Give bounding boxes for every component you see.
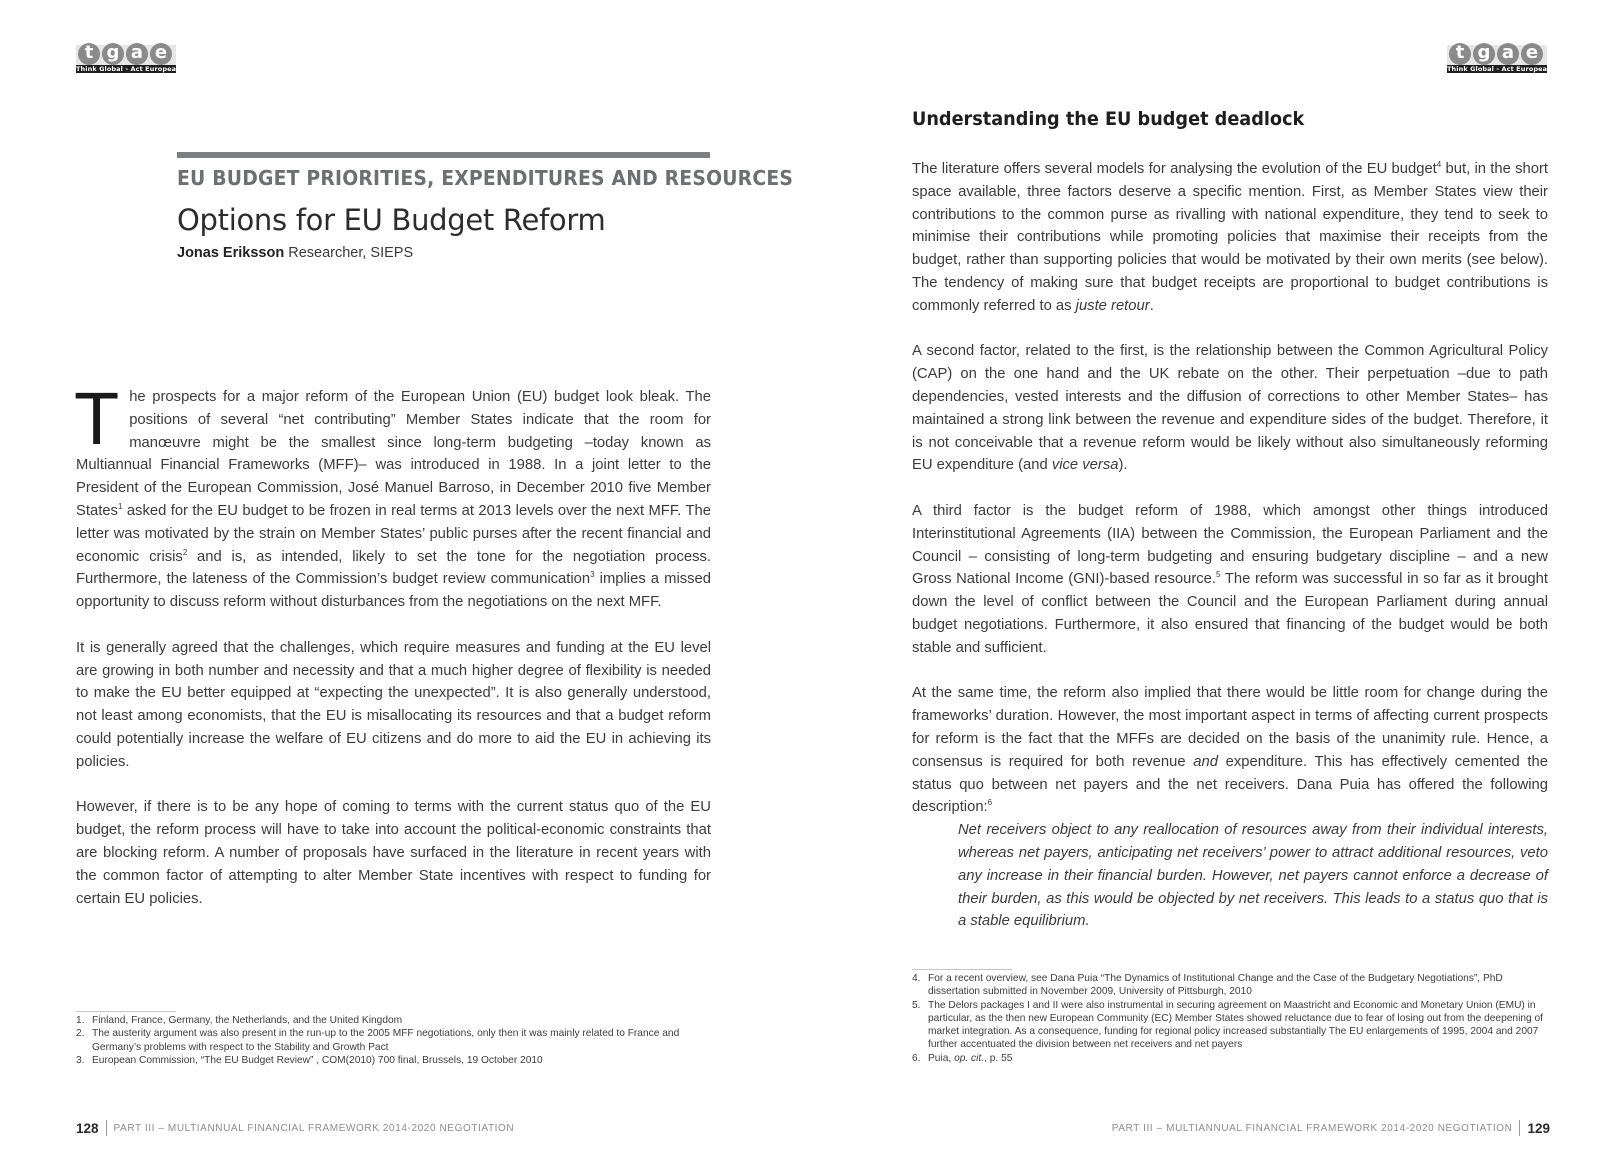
paragraph: [912, 158, 1548, 318]
logo-letter: t: [1449, 43, 1471, 65]
paragraph: [912, 500, 1548, 660]
logo-letter: e: [1521, 43, 1543, 65]
footnote-number: 4.: [912, 973, 921, 984]
section-rule: [177, 152, 710, 158]
footnote-ref[interactable]: 4: [1436, 160, 1442, 170]
folio-right: [1112, 1120, 1550, 1136]
footnote: [912, 999, 1549, 1052]
text-run: he prospects for a major reform of the European Union (EU) budget look bleak. The positions of several “net contributing” Member States indicate that the room for manœuvre might be the smallest since long-term budgeting –today known as Multiannual Financial Frameworks (MFF)– was introduced in 1988. In a joint letter to the President of the European Commission, José Manuel Barroso, in December 2010 five Member States: [76, 389, 711, 519]
page-number: 129: [1527, 1120, 1550, 1136]
section-title: Understanding the EU budget deadlock: [912, 108, 1305, 130]
italic-term: vice versa: [1051, 457, 1119, 474]
text-run: but, in the short space available, three factors deserve a specific mention. First, as Member States view their contributions to the common purse as rivalling with national expenditure, they tend to seek to minimise their contributions while promoting policies that maximise their receipts from the budget, rather than supporting policies that would be motivated by their own merits (see below). The tendency of making sure that budget receipts are proportional to budget contributions is commonly referred to as: [912, 161, 1548, 314]
footnote: [76, 1027, 712, 1054]
text-run: The literature offers several models for analysing the evolution of the EU budget: [912, 161, 1437, 177]
running-title: PART III – MULTIANNUAL FINANCIAL FRAMEWORK 2014-2020 NEGOTIATION: [1111, 1122, 1513, 1134]
logo-letter: g: [1473, 43, 1495, 65]
footnotes-right: [912, 972, 1549, 1065]
paragraph: [74, 377, 711, 614]
footnote-ref[interactable]: 1: [117, 502, 123, 512]
running-title: PART III – MULTIANNUAL FINANCIAL FRAMEWORK 2014-2020 NEGOTIATION: [113, 1122, 515, 1134]
footnotes-left: [76, 1014, 712, 1067]
footnote-divider: [912, 969, 1012, 970]
paragraph: [912, 340, 1548, 477]
footnote-text: Finland, France, Germany, the Netherlands, and the United Kingdom: [92, 1015, 403, 1026]
block-quote: Net receivers object to any reallocation of resources away from their individual interests, whereas net payers, anticipating net receivers’ power to attract additional resources, veto any increase in their financial burden. However, net payers cannot enforce a decrease of their burden, as this would be objected by net receivers. This leads to a status quo that is a stable equilibrium.: [958, 822, 1548, 930]
tgae-logo-left: [76, 42, 181, 75]
author-role: Researcher, SIEPS: [288, 245, 414, 261]
footnote-ref[interactable]: 3: [590, 570, 595, 580]
logo-circles: [1447, 42, 1547, 65]
footnote: [76, 1054, 712, 1067]
folio-divider: [1519, 1120, 1520, 1136]
footnote-text: The austerity argument was also present in the run-up to the 2005 MFF negotiations, only then it was mainly related to France and Germany’s problems with respect to the Stability and Growth Pact: [92, 1028, 680, 1053]
footnote-text: [928, 1052, 1549, 1065]
text-run: At the same time, the reform also implied that there would be little room for change during the frameworks’ duration. However, the most important aspect in terms of affecting current prospects for reform is the fact that the MFFs are decided on the basis of the unanimity rule. Hence, a consensus is required for both revenue: [912, 685, 1548, 770]
logo-letter: a: [1497, 43, 1519, 65]
logo-letter: t: [78, 43, 100, 65]
paragraph: However, if there is to be any hope of coming to terms with the current status quo of the EU budget, the reform process will have to take into account the political-economic constraints that are blocking reform. A number of proposals have surfaced in the literature in recent years with the common factor of attempting to alter Member State incentives with respect to funding for certain EU policies.: [76, 799, 711, 907]
paragraph: It is generally agreed that the challenges, which require measures and funding at the EU level are growing in both number and necessity and that a much higher degree of flexibility is needed to make the EU better equipped at “expecting the unexpected”. It is also generally understood, not least among economists, that the EU is misallocating its resources and that a budget reform could potentially increase the welfare of EU citizens and do more to aid the EU in achieving its policies.: [76, 639, 711, 770]
text-run: implies a missed opportunity to discuss reform without disturbances from the negotiations on the next MFF.: [76, 571, 711, 611]
text-run: Puia,: [928, 1052, 955, 1064]
italic-term: and: [1193, 753, 1218, 770]
drop-cap: T: [74, 377, 120, 460]
footnote-text: The Delors packages I and II were also instrumental in securing agreement on Maastricht and Economic and Monetary Union (EMU) in particular, as the then new European Community (EC) Member States showed reluctance due to fear of losing out from the deepening of market integration. As a consequence, funding for regional policy increased substantially The EU enlargements of 1995, 2004 and 2007 further accentuated the division between net receivers and net payers: [928, 999, 1543, 1051]
text-run: The reform was successful in so far as it brought down the level of conflict between the Council and the European Parliament during annual budget negotiations. Furthermore, it also ensured that financing of the budget would be both stable and sufficient.: [912, 571, 1548, 656]
text-run: asked for the EU budget to be frozen in real terms at 2013 levels over the next MFF. The letter was motivated by the strain on Member States’ public purses after the recent financial and economic crisis: [76, 502, 711, 565]
footnote: [912, 1052, 1549, 1065]
folio-left: [76, 1120, 514, 1136]
logo-tagline: Think Global - Act European: [76, 65, 181, 73]
paragraph: [912, 682, 1548, 819]
footnote-ref[interactable]: 5: [1215, 570, 1221, 580]
footnote-number: 3.: [76, 1054, 85, 1066]
author-name: Jonas Eriksson: [177, 245, 285, 261]
footnote-number: 2.: [76, 1028, 85, 1040]
footnote-number: 5.: [912, 999, 921, 1011]
footnote-divider: [76, 1011, 176, 1012]
footnote: [76, 1014, 712, 1027]
logo-letter: e: [150, 43, 172, 65]
left-body-column: [74, 377, 711, 933]
logo-circles: [76, 42, 176, 65]
footnote-text: For a recent overview, see Dana Puia “The Dynamics of Institutional Change and the Case of the Budgetary Negotiations”, PhD dissertation submitted in November 2009, University of Pittsburgh, 2010: [928, 973, 1503, 998]
text-run: .: [1149, 297, 1154, 314]
byline: [177, 245, 413, 261]
text-run: A third factor is the budget reform of 1988, which amongst other things introduced Interinstitutional Agreements (IIA) between the Commission, the European Parliament and the Council – consisting of long-term budgeting and ensuring budgetary discipline – and a new Gross National Income (GNI)-based resource.: [912, 502, 1548, 588]
text-run: A second factor, related to the first, is the relationship between the Common Agricultural Policy (CAP) on the one hand and the UK rebate on the other. Their perpetuation –due to path dependencies, vested interests and the diffusion of corrections to other Member States– has maintained a strong link between the revenue and expenditure sides of the budget. Therefore, it is not conceivable that a revenue reform would be likely without also simultaneously reforming EU expenditure (and: [912, 343, 1548, 474]
article-title: Options for EU Budget Reform: [177, 203, 606, 237]
logo-letter: g: [102, 43, 124, 65]
tgae-logo-right: [1447, 42, 1552, 75]
footnote-number: 6.: [912, 1052, 921, 1064]
text-run: expenditure. This has effectively cemented the status quo between net payers and the net receivers. Dana Puia has offered the following description:: [912, 753, 1548, 816]
text-run: and is, as intended, likely to set the tone for the negotiation process. Furthermore, the lateness of the Commission’s budget review communication: [76, 548, 711, 588]
section-heading: EU BUDGET PRIORITIES, EXPENDITURES AND RESOURCES: [177, 166, 794, 190]
folio-divider: [106, 1120, 107, 1136]
logo-letter: a: [126, 43, 148, 65]
text-run: , p. 55: [984, 1052, 1013, 1064]
footnote-ref[interactable]: 2: [182, 547, 188, 557]
footnote-ref[interactable]: 6: [987, 798, 993, 808]
footnote-text: European Commission, “The EU Budget Review” , COM(2010) 700 final, Brussels, 19 October 2010: [92, 1054, 543, 1066]
page-number: 128: [76, 1120, 99, 1136]
italic-term: op. cit.: [954, 1052, 985, 1064]
right-body-column: [912, 158, 1548, 933]
footnote: [912, 972, 1549, 999]
italic-term: juste retour: [1075, 297, 1150, 314]
logo-tagline: Think Global - Act European: [1447, 65, 1552, 73]
footnote-number: 1.: [76, 1015, 85, 1026]
text-run: ).: [1118, 457, 1128, 474]
